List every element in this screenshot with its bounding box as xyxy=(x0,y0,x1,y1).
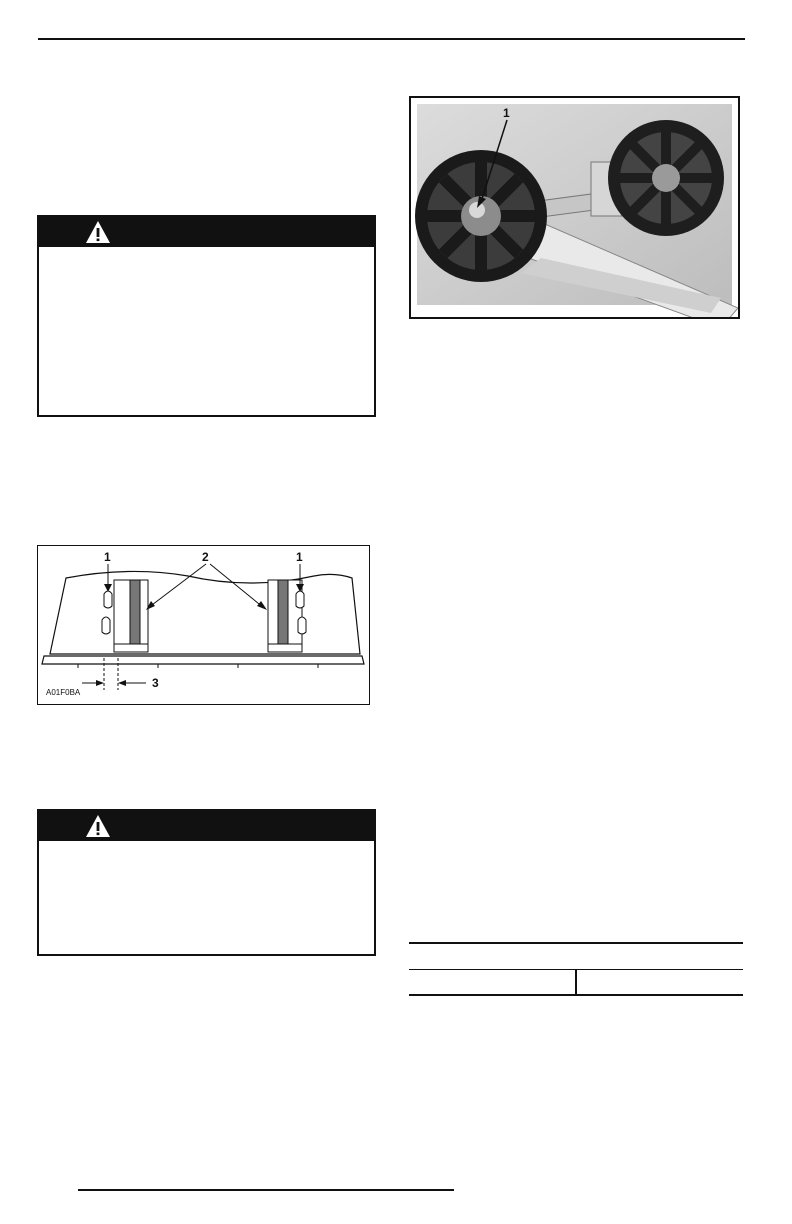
warning-triangle-icon xyxy=(85,220,111,244)
track-figure xyxy=(37,545,370,705)
track-illustration xyxy=(38,546,369,704)
table-bottom-rule xyxy=(409,994,743,996)
idler-wheel-photo xyxy=(411,98,738,317)
table-header-left xyxy=(409,948,575,968)
callout-1-left: 1 xyxy=(104,550,111,564)
callout-1: 1 xyxy=(503,106,510,120)
front-idler-wheel xyxy=(415,150,547,282)
warning-triangle-icon xyxy=(85,814,111,838)
table-top-rule xyxy=(409,942,743,944)
warning-header xyxy=(39,811,374,841)
slide-rail-left xyxy=(114,580,148,652)
rear-idler-wheel xyxy=(608,120,724,236)
slide-rail-right xyxy=(268,580,302,652)
idler-wheel-figure xyxy=(409,96,740,319)
figure-code: A01F0BA xyxy=(46,688,81,697)
footer-rule xyxy=(78,1189,454,1191)
warning-box xyxy=(37,809,376,956)
table-column-divider xyxy=(575,970,577,995)
warning-box xyxy=(37,215,376,417)
table-header-right xyxy=(578,948,743,968)
header-rule xyxy=(38,38,745,40)
warning-header xyxy=(39,217,374,247)
callout-1-right: 1 xyxy=(296,550,303,564)
callout-3: 3 xyxy=(152,676,159,690)
callout-2: 2 xyxy=(202,550,209,564)
